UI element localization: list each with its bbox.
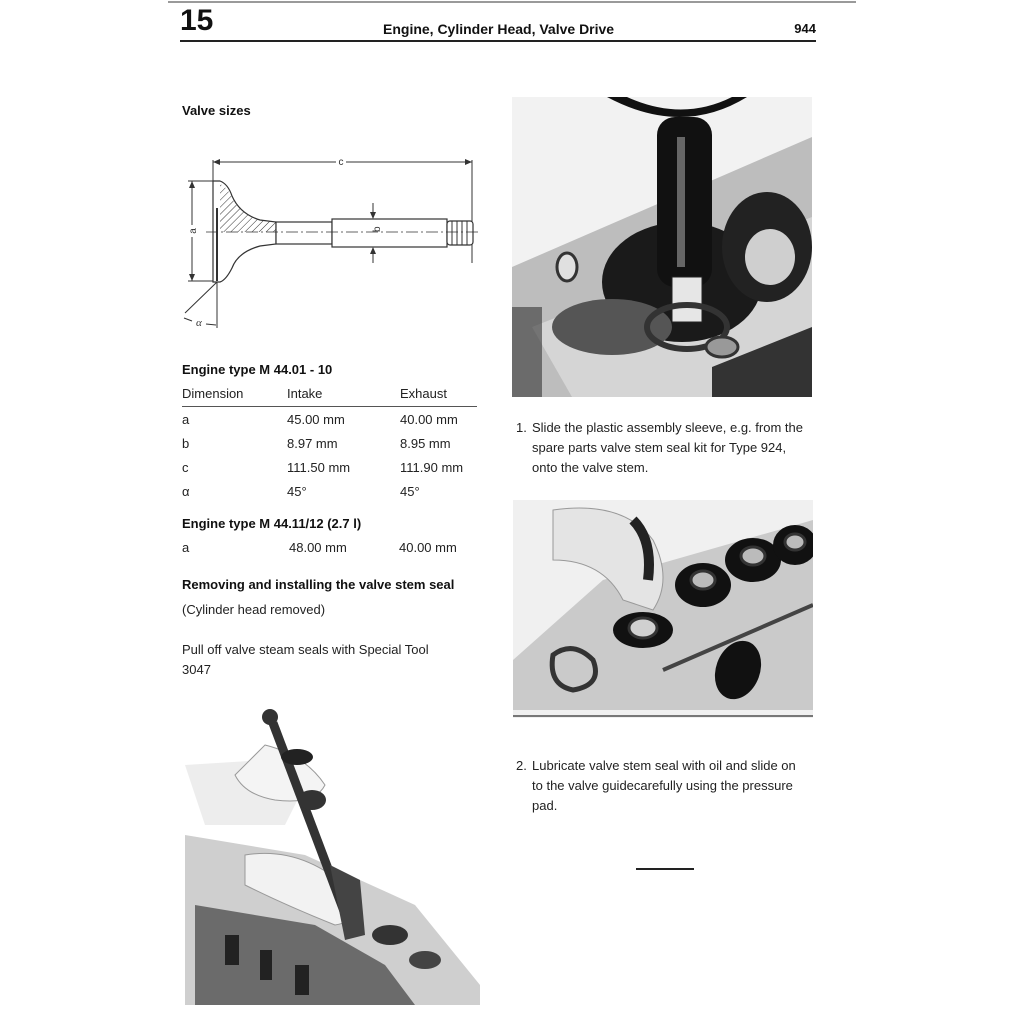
photo-cylinder-head-seal xyxy=(513,500,813,718)
cell-dimension: α xyxy=(182,483,190,499)
cell-exhaust: 40.00 mm xyxy=(399,540,457,555)
cell-exhaust: 40.00 mm xyxy=(400,411,458,427)
col-dimension: Dimension xyxy=(182,385,287,407)
removal-instruction-line2: 3047 xyxy=(182,662,211,677)
step-number: 2. xyxy=(516,758,527,773)
cell-intake: 8.97 mm xyxy=(287,435,338,451)
removal-note: (Cylinder head removed) xyxy=(182,602,326,617)
cell-intake: 48.00 mm xyxy=(289,540,347,555)
engine-type-1-heading: Engine type M 44.01 - 10 xyxy=(182,362,333,377)
cell-dimension: c xyxy=(182,459,189,475)
cell-dimension: a xyxy=(182,540,190,555)
table-row xyxy=(182,407,477,432)
svg-text:α: α xyxy=(196,317,202,329)
dim-label-c: c xyxy=(338,157,344,168)
valve-dimension-diagram xyxy=(180,148,480,333)
removal-instruction-line1: Pull off valve steam seals with Special Tool xyxy=(182,642,429,657)
step-2 xyxy=(516,756,806,816)
table-header-row xyxy=(182,385,477,407)
cell-intake: 111.50 mm xyxy=(287,459,351,475)
header-divider xyxy=(180,40,816,42)
section-end-divider xyxy=(636,868,694,870)
valve-spec-table xyxy=(182,385,477,503)
col-intake: Intake xyxy=(287,385,400,407)
step-1 xyxy=(516,418,806,478)
page-top-edge xyxy=(168,1,856,3)
model-number: 944 xyxy=(794,21,816,36)
cell-exhaust: 45° xyxy=(400,483,420,499)
cell-intake: 45.00 mm xyxy=(287,411,345,427)
table-row xyxy=(182,431,477,455)
engine-type-2-heading: Engine type M 44.11/12 (2.7 l) xyxy=(182,516,362,531)
photo-assembly-sleeve xyxy=(512,97,812,397)
step-number: 1. xyxy=(516,420,527,435)
step-text: Slide the plastic assembly sleeve, e.g. from the spare parts valve stem seal kit for Type 924, onto the valve stem. xyxy=(532,420,803,475)
valve-sizes-heading: Valve sizes xyxy=(182,103,251,118)
col-exhaust: Exhaust xyxy=(400,385,477,407)
cell-dimension: b xyxy=(182,435,190,451)
table-row xyxy=(182,479,477,503)
svg-text:a: a xyxy=(188,228,199,234)
table-row xyxy=(182,455,477,479)
cell-dimension: a xyxy=(182,411,190,427)
page-header xyxy=(180,4,816,42)
step-text: Lubricate valve stem seal with oil and slide on to the valve guidecarefully using the pressure pad. xyxy=(532,758,796,813)
cell-exhaust: 8.95 mm xyxy=(400,435,451,451)
photo-special-tool-3047 xyxy=(185,705,480,1005)
removal-heading: Removing and installing the valve stem seal xyxy=(182,577,455,592)
chapter-number: 15 xyxy=(180,4,214,37)
cell-intake: 45° xyxy=(287,483,307,499)
cell-exhaust: 111.90 mm xyxy=(400,459,464,475)
svg-text:b: b xyxy=(372,226,383,232)
chapter-title: Engine, Cylinder Head, Valve Drive xyxy=(383,21,615,37)
